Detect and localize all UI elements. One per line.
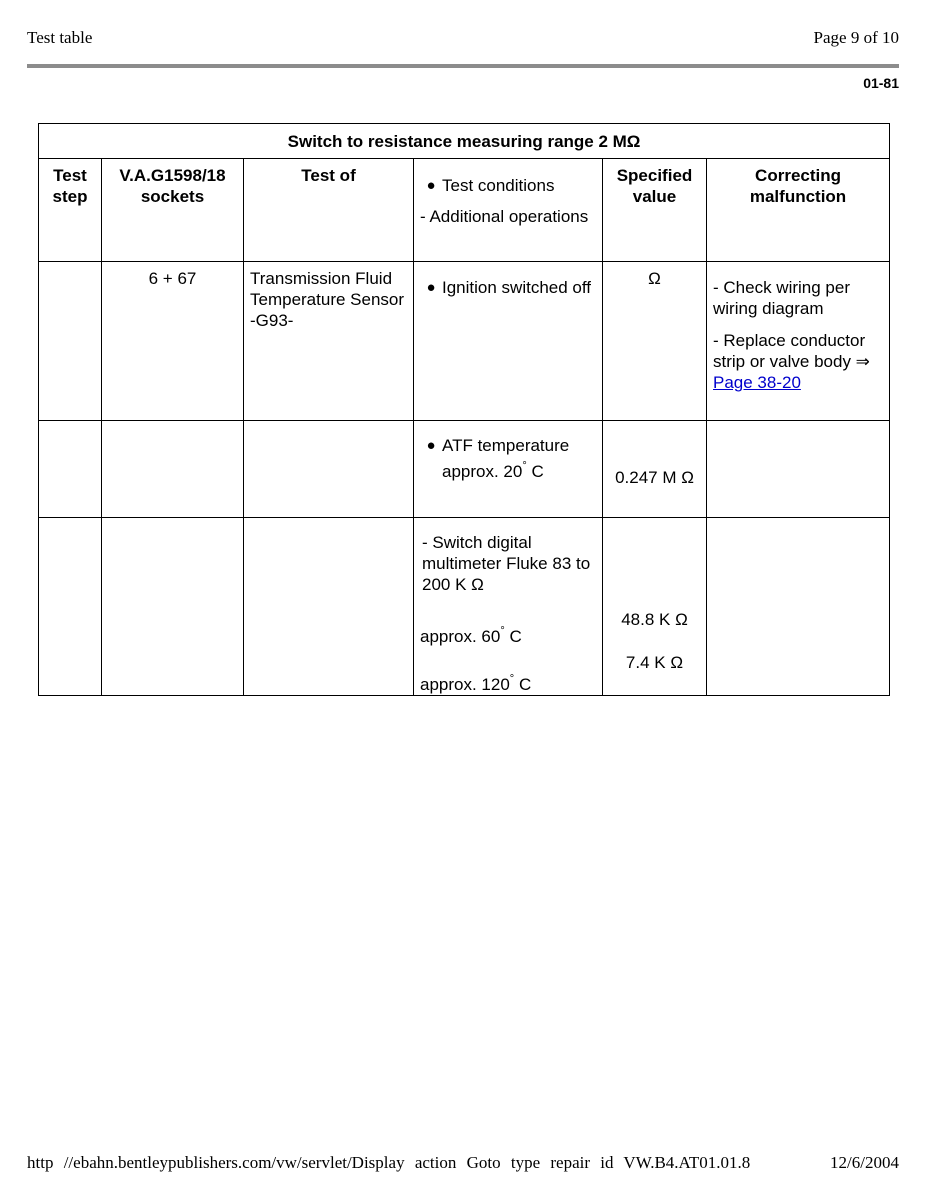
cell-test-step [39, 421, 102, 518]
test-table [38, 123, 890, 696]
cell-specified: 0.247 M Ω [603, 421, 707, 518]
page-link[interactable]: Page 38-20 [713, 373, 801, 392]
bullet-item [420, 175, 596, 196]
header-divider [27, 64, 899, 68]
cell-correcting [707, 518, 890, 696]
cell-specified [603, 518, 707, 696]
cell-condition [414, 421, 603, 518]
temp-condition-2 [420, 669, 596, 695]
degree-symbol: ° [500, 625, 505, 637]
degree-symbol: ° [522, 460, 527, 472]
header-additional-label: - Additional operations [420, 207, 589, 226]
cell-sockets [102, 421, 244, 518]
footer-date: 12/6/2004 [830, 1153, 899, 1172]
cell-test-step [39, 262, 102, 421]
temp-unit: C [518, 675, 532, 694]
bullet-icon: ● [426, 279, 436, 296]
bullet-icon: ● [426, 437, 436, 454]
cell-correcting [707, 421, 890, 518]
correcting-step-2-text: - Replace conductor strip or valve body ⇒ [713, 331, 870, 371]
value-120c: 7.4 K Ω [625, 653, 684, 672]
section-code: 01-81 [863, 75, 899, 91]
multimeter-note: - Switch digital multimeter Fluke 83 to 200 K Ω [422, 533, 591, 594]
document-title: Test table [27, 28, 93, 47]
table-row [39, 518, 890, 696]
value-60c: 48.8 K Ω [621, 610, 688, 629]
correcting-step-2 [713, 330, 883, 393]
header-conditions [414, 159, 603, 262]
cell-sockets [102, 518, 244, 696]
cell-specified: Ω [603, 262, 707, 421]
cell-test-of: Transmission Fluid Temperature Sensor -G93- [244, 262, 414, 421]
temp-unit: C [509, 627, 522, 646]
cell-test-of [244, 518, 414, 696]
cell-condition [414, 518, 603, 696]
header-sockets: V.A.G1598/18 sockets [102, 159, 244, 262]
temp-condition-1-text: approx. 60 [420, 627, 501, 646]
page-number: Page 9 of 10 [813, 28, 899, 47]
bullet-icon: ● [426, 177, 436, 194]
cell-sockets: 6 + 67 [102, 262, 244, 421]
condition-text-main: ATF temperature approx. 20 [442, 436, 570, 481]
condition-unit: C [531, 462, 544, 481]
cell-correcting [707, 262, 890, 421]
degree-symbol: ° [509, 673, 515, 685]
header-correcting: Correcting malfunction [707, 159, 890, 262]
footer-url: http //ebahn.bentleypublishers.com/vw/servlet/Display action Goto type repair id VW.B4.AT01.01.8 [27, 1153, 751, 1172]
table-row [39, 262, 890, 421]
condition-text: Ignition switched off [442, 278, 591, 297]
temp-condition-1 [420, 621, 596, 647]
cell-condition [414, 262, 603, 421]
header-test-step: Test step [39, 159, 102, 262]
temp-condition-2-text: approx. 120 [420, 675, 510, 694]
cell-test-step [39, 518, 102, 696]
table-title: Switch to resistance measuring range 2 MΩ [39, 124, 890, 159]
bullet-item [420, 435, 596, 482]
cell-test-of [244, 421, 414, 518]
table-row [39, 421, 890, 518]
header-conditions-label: Test conditions [442, 176, 555, 195]
bullet-item [420, 277, 596, 298]
header-specified: Specified value [603, 159, 707, 262]
header-test-of: Test of [244, 159, 414, 262]
condition-text [442, 435, 596, 482]
correcting-step-1: - Check wiring per wiring diagram [713, 278, 850, 318]
